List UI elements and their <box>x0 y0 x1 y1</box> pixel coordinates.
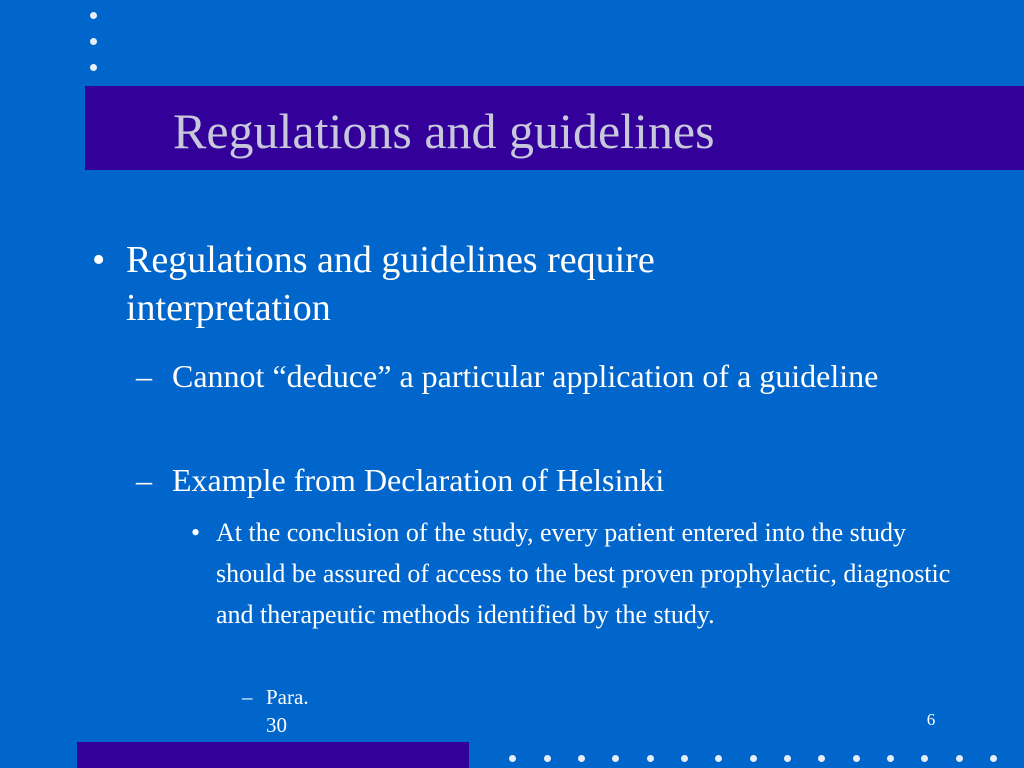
decorative-dot <box>578 755 585 762</box>
level4-text: Para. 30 <box>266 685 309 737</box>
decorative-dot <box>509 755 516 762</box>
level2-text: Cannot “deduce” a particular application of a guideline <box>172 358 879 394</box>
decorative-dot <box>90 38 97 45</box>
decorative-dot <box>90 64 97 71</box>
decorative-dot <box>647 755 654 762</box>
level2-bullet: – <box>136 462 152 498</box>
level4-bullet: – <box>242 685 253 709</box>
level3-text: At the conclusion of the study, every patient entered into the study should be assured of access to the best proven prophylactic, diagnostic and therapeutic methods identified by the study. <box>216 518 951 629</box>
level2-text: Example from Declaration of Helsinki <box>172 462 665 498</box>
decorative-dot <box>715 755 722 762</box>
decorative-dot <box>818 755 825 762</box>
level3-bullet: • <box>191 518 201 547</box>
level2-bullet: – <box>136 358 152 394</box>
decorative-dot <box>784 755 791 762</box>
decorative-dot <box>990 755 997 762</box>
decorative-dot <box>887 755 894 762</box>
decorative-dot <box>544 755 551 762</box>
decorative-dot <box>681 755 688 762</box>
decorative-dot <box>853 755 860 762</box>
decorative-dot <box>956 755 963 762</box>
decorative-dot <box>612 755 619 762</box>
bottom-band <box>77 742 469 768</box>
decorative-dot <box>90 12 97 19</box>
decorative-dot <box>750 755 757 762</box>
page-number: 6 <box>926 710 936 729</box>
slide-title: Regulations and guidelines <box>173 103 715 159</box>
decorative-dot <box>921 755 928 762</box>
level1-text: Regulations and guidelines require interpretation <box>126 239 655 329</box>
level1-bullet: • <box>92 239 106 281</box>
